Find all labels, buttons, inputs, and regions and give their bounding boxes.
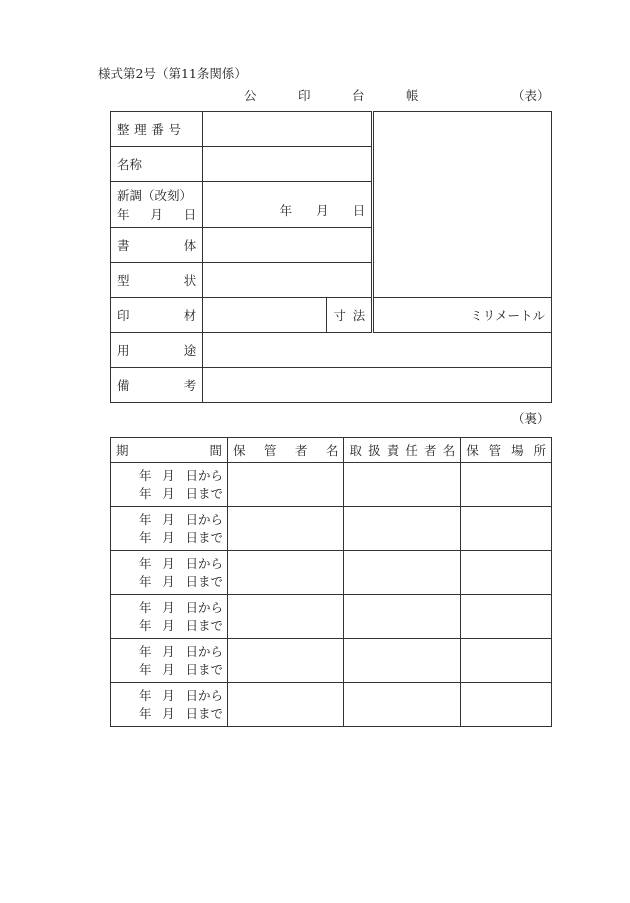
- period-cell: 年 月 日から 年 月 日まで: [111, 463, 228, 507]
- title-char: 公: [244, 88, 257, 103]
- table-row: [111, 639, 552, 683]
- dimension-label: 寸 法: [327, 298, 373, 333]
- new-or-recarved-date-label: 新調（改刻） 年 月 日: [111, 182, 203, 228]
- handler-cell[interactable]: [344, 595, 461, 639]
- custodian-name-cell[interactable]: [227, 595, 344, 639]
- handler-header: 取 扱 責 任 者 名: [344, 438, 461, 463]
- name-label: 名称: [111, 147, 203, 182]
- handler-cell[interactable]: [344, 463, 461, 507]
- dimension-field[interactable]: [373, 298, 552, 333]
- period-cell: 年 月 日から 年 月 日まで: [111, 551, 228, 595]
- seal-impression-box: [373, 112, 552, 298]
- handler-cell[interactable]: [344, 683, 461, 727]
- handler-cell[interactable]: [344, 639, 461, 683]
- back-side-marker: （裏）: [512, 411, 550, 426]
- storage-place-cell[interactable]: [461, 639, 552, 683]
- custodian-name-cell[interactable]: [227, 551, 344, 595]
- table-row: [111, 595, 552, 639]
- custodian-name-cell[interactable]: [227, 507, 344, 551]
- storage-place-cell[interactable]: [461, 551, 552, 595]
- shape-field[interactable]: [203, 263, 373, 298]
- custodian-name-cell[interactable]: [227, 639, 344, 683]
- period-cell: 年 月 日から 年 月 日まで: [111, 683, 228, 727]
- table-row: [111, 683, 552, 727]
- storage-place-header: 保 管 場 所: [461, 438, 552, 463]
- shape-label: 型 状: [111, 263, 203, 298]
- custodian-name-cell[interactable]: [227, 683, 344, 727]
- title-char: 帳: [406, 88, 419, 103]
- title-char: 印: [298, 88, 311, 103]
- period-header: 期 間: [111, 438, 228, 463]
- custodian-name-cell[interactable]: [227, 463, 344, 507]
- name-field[interactable]: [203, 147, 373, 182]
- front-side-marker: （表）: [512, 88, 550, 103]
- typeface-field[interactable]: [203, 228, 373, 263]
- table-row: [111, 507, 552, 551]
- table-row: [111, 551, 552, 595]
- table-row: [111, 463, 552, 507]
- material-field[interactable]: [203, 298, 327, 333]
- seal-register-front-table: [110, 111, 552, 403]
- purpose-label: 用 途: [111, 333, 203, 368]
- typeface-label: 書 体: [111, 228, 203, 263]
- purpose-field[interactable]: [203, 333, 552, 368]
- storage-place-cell[interactable]: [461, 595, 552, 639]
- title-char: 台: [352, 88, 365, 103]
- new-or-recarved-date-field[interactable]: 年 月 日: [203, 182, 373, 228]
- storage-place-cell[interactable]: [461, 507, 552, 551]
- seal-register-back-table: [110, 437, 552, 727]
- custodian-name-header: 保 管 者 名: [227, 438, 344, 463]
- millimeter-unit: ミリメートル: [470, 308, 545, 323]
- period-cell: 年 月 日から 年 月 日まで: [111, 639, 228, 683]
- period-cell: 年 月 日から 年 月 日まで: [111, 595, 228, 639]
- handler-cell[interactable]: [344, 551, 461, 595]
- storage-place-cell[interactable]: [461, 683, 552, 727]
- material-label: 印 材: [111, 298, 203, 333]
- handler-cell[interactable]: [344, 507, 461, 551]
- period-cell: 年 月 日から 年 月 日まで: [111, 507, 228, 551]
- control-number-field[interactable]: [203, 112, 373, 147]
- remarks-label: 備 考: [111, 368, 203, 403]
- form-number-label: 様式第2号（第11条関係）: [98, 66, 247, 81]
- remarks-field[interactable]: [203, 368, 552, 403]
- control-number-label: 整 理 番 号: [111, 112, 203, 147]
- storage-place-cell[interactable]: [461, 463, 552, 507]
